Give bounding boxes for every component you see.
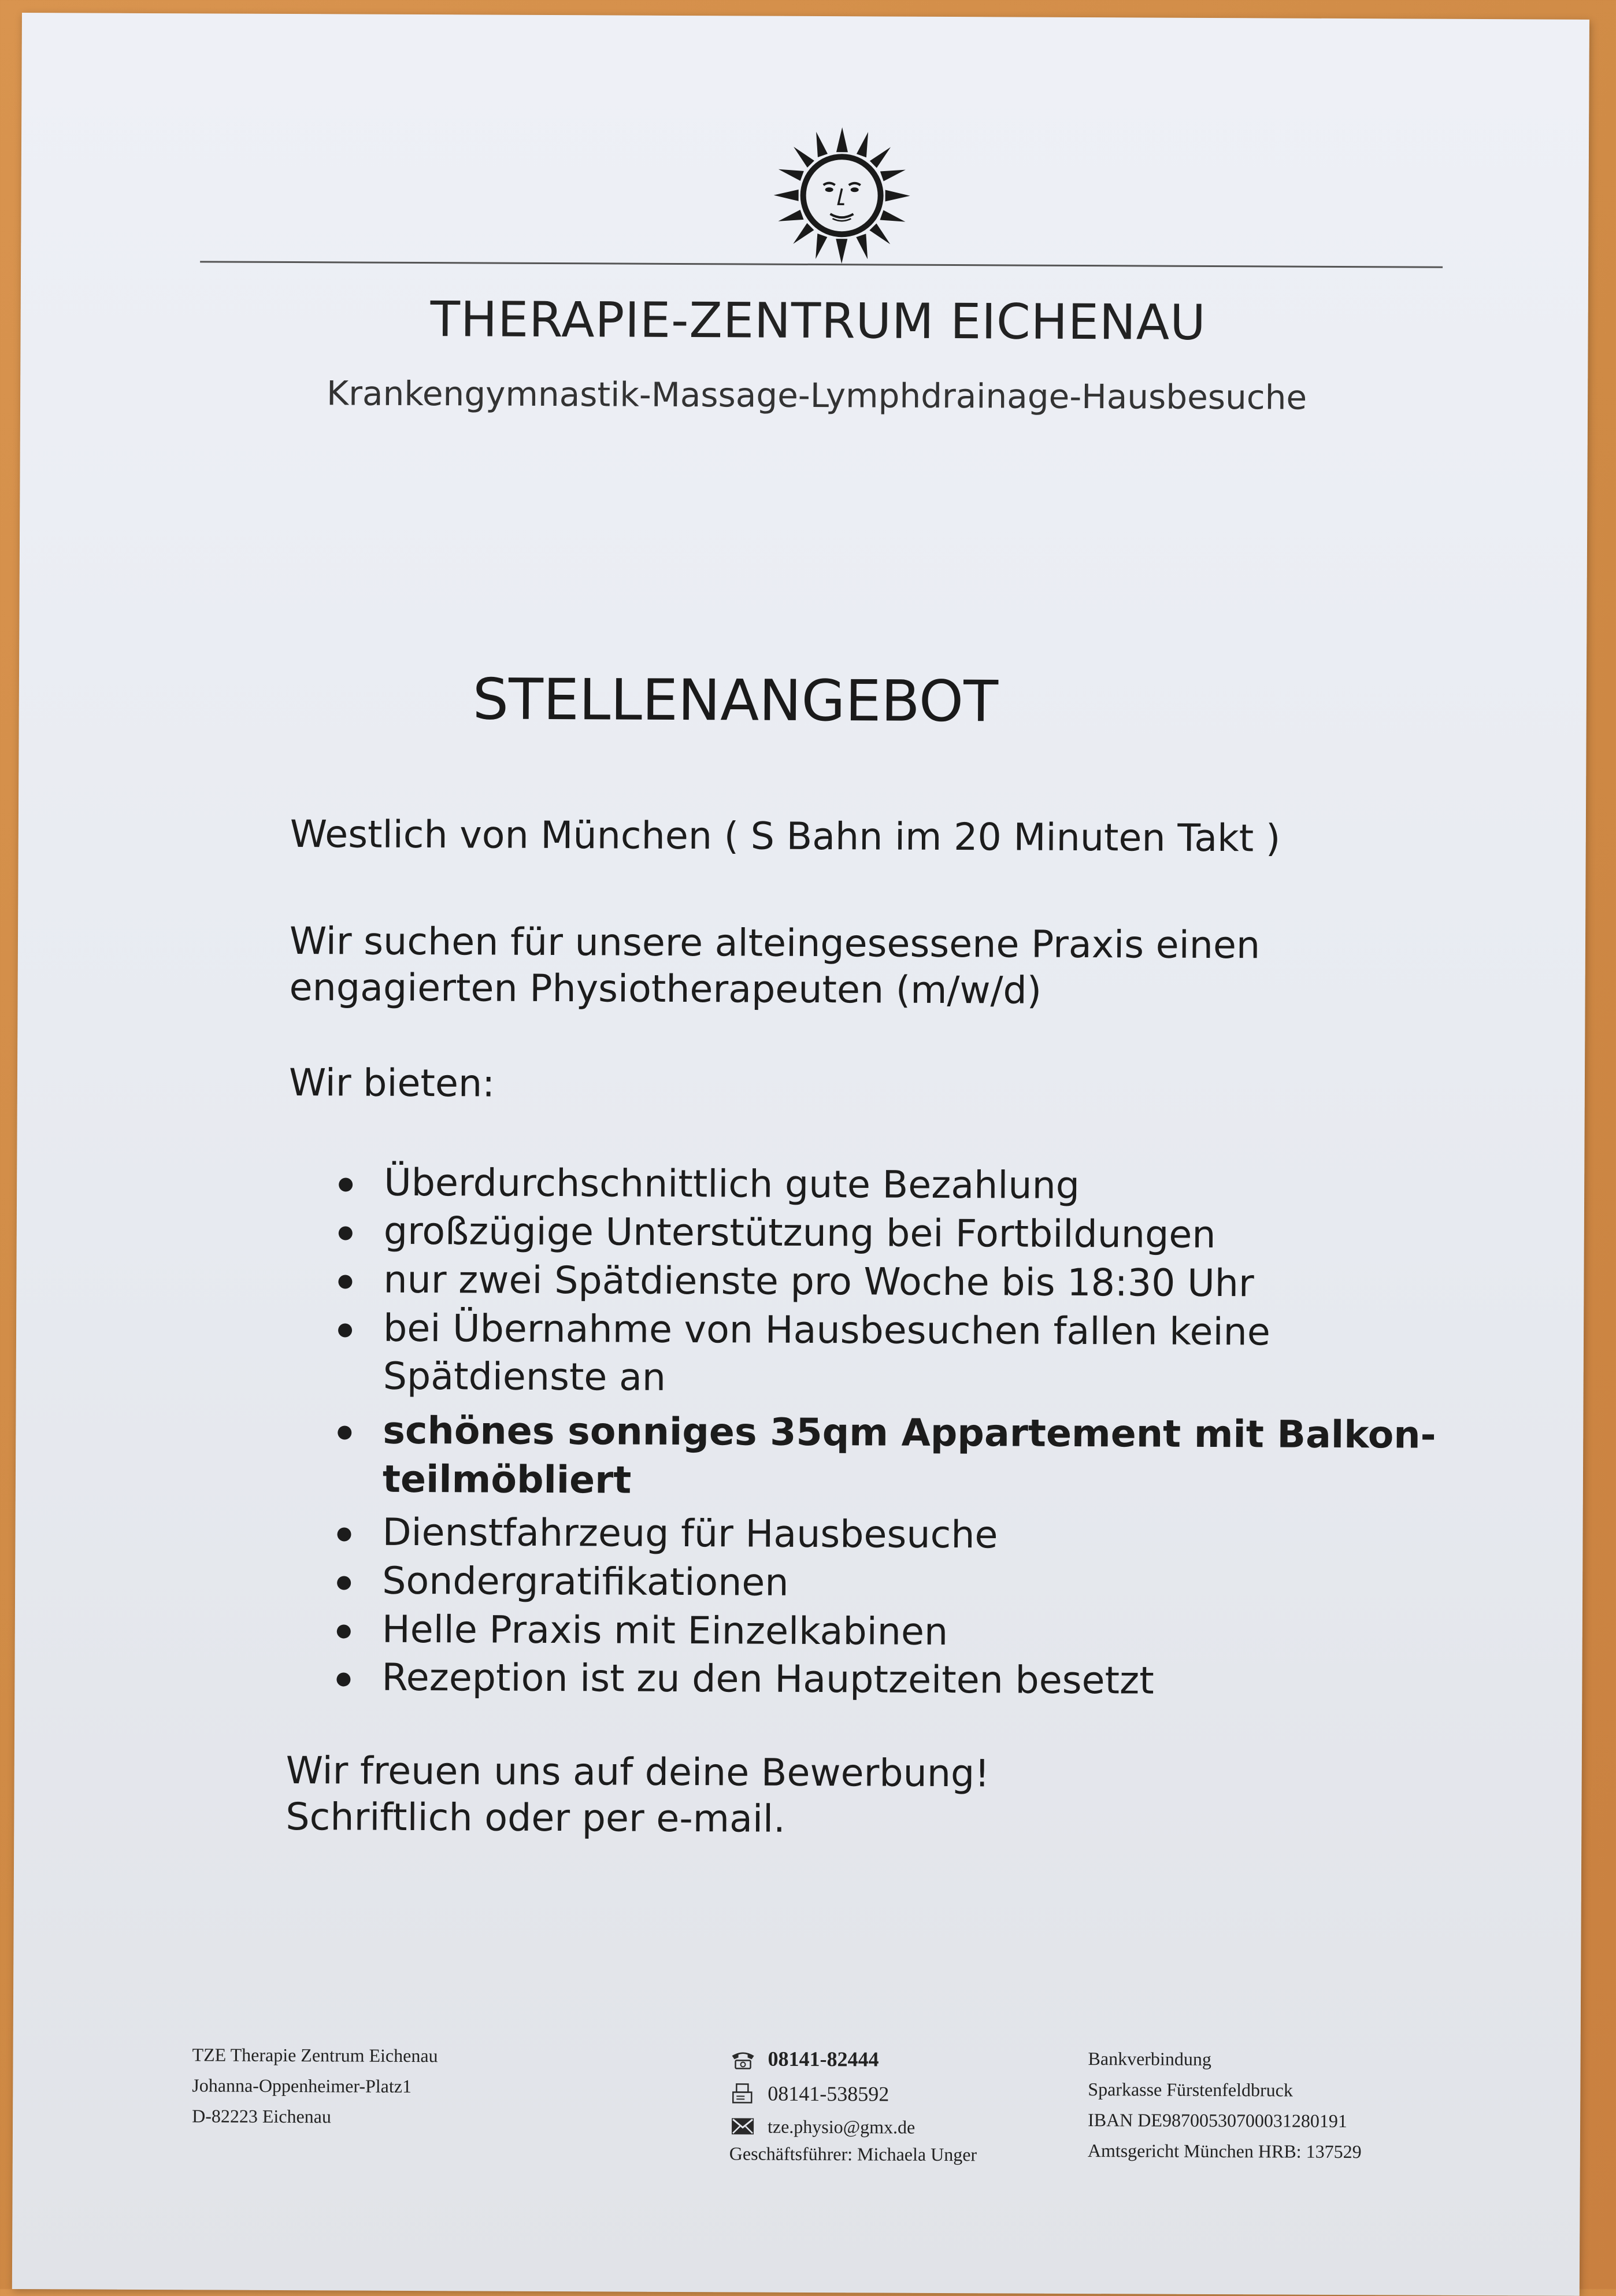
- list-item: Helle Praxis mit Einzelkabinen: [330, 1605, 1457, 1658]
- company-name: THERAPIE-ZENTRUM EICHENAU: [194, 290, 1442, 351]
- bullet-icon: [338, 1426, 351, 1440]
- bullet-icon: [337, 1624, 351, 1638]
- list-item: Überdurchschnittlich gute Bezahlung: [332, 1158, 1459, 1212]
- email-link[interactable]: tze.physio@gmx.de: [768, 2111, 915, 2142]
- fax-number: 08141-538592: [768, 2076, 889, 2112]
- bank-heading: Bankverbindung: [1088, 2043, 1362, 2075]
- footer-contact: [729, 2042, 977, 2170]
- intro-paragraph: [289, 919, 1503, 1016]
- bank-iban: IBAN DE98700530700031280191: [1088, 2105, 1362, 2136]
- closing-line: Wir freuen uns auf deine Bewerbung!: [286, 1748, 1500, 1799]
- court-registration: Amtsgericht München HRB: 137529: [1088, 2135, 1362, 2167]
- bullet-icon: [339, 1177, 353, 1191]
- list-item: nur zwei Spätdienste pro Woche bis 18:30 Uhr: [331, 1256, 1458, 1309]
- footer-company: TZE Therapie Zentrum Eichenau: [192, 2039, 438, 2071]
- fax-row: [729, 2076, 977, 2112]
- offer-list: [329, 1158, 1459, 1707]
- list-item: bei Übernahme von Hausbesuchen fallen keine Spätdienste an: [331, 1304, 1459, 1406]
- list-item-highlight: schönes sonniges 35qm Appartement mit Balkon- teilmöbliert: [331, 1407, 1458, 1509]
- offer-heading: Wir bieten:: [289, 1060, 1503, 1112]
- intro-line: Wir suchen für unsere alteingesessene Praxis einen: [290, 919, 1503, 970]
- closing-line: Schriftlich oder per e-mail.: [286, 1794, 1499, 1846]
- bank-name: Sparkasse Fürstenfeldbruck: [1088, 2074, 1362, 2106]
- job-offer-sheet: [12, 13, 1589, 2296]
- list-item: Sondergratifikationen: [330, 1557, 1457, 1610]
- list-item: Rezeption ist zu den Hauptzeiten besetzt: [329, 1654, 1456, 1707]
- bullet-icon: [336, 1673, 350, 1687]
- sun-face-icon: [772, 126, 911, 265]
- closing-paragraph: [286, 1748, 1500, 1846]
- mail-icon: [729, 2114, 756, 2138]
- list-item: großzügige Unterstützung bei Fortbildungen: [332, 1207, 1459, 1260]
- page-title: STELLENANGEBOT: [473, 666, 999, 735]
- managing-director: Geschäftsführer: Michaela Unger: [729, 2138, 977, 2170]
- footer-street: Johanna-Oppenheimer-Platz1: [192, 2070, 438, 2102]
- company-services: Krankengymnastik-Massage-Lymphdrainage-Hausbesuche: [327, 373, 1307, 417]
- telephone-icon: [729, 2047, 756, 2071]
- bullet-icon: [337, 1527, 351, 1541]
- phone-number[interactable]: 08141-82444: [768, 2042, 879, 2077]
- bullet-icon: [338, 1323, 352, 1337]
- fax-icon: [729, 2082, 756, 2105]
- footer-bank: [1088, 2043, 1362, 2168]
- bullet-icon: [339, 1226, 353, 1240]
- footer-city: D-82223 Eichenau: [192, 2101, 438, 2133]
- phone-row: [729, 2042, 977, 2077]
- intro-line: engagierten Physiotherapeuten (m/w/d): [289, 965, 1503, 1016]
- list-item: Dienstfahrzeug für Hausbesuche: [330, 1508, 1457, 1561]
- footer-address: [192, 2039, 438, 2132]
- bullet-icon: [338, 1275, 352, 1288]
- location-line: Westlich von München ( S Bahn im 20 Minuten Takt ): [290, 812, 1504, 863]
- bullet-icon: [337, 1576, 351, 1590]
